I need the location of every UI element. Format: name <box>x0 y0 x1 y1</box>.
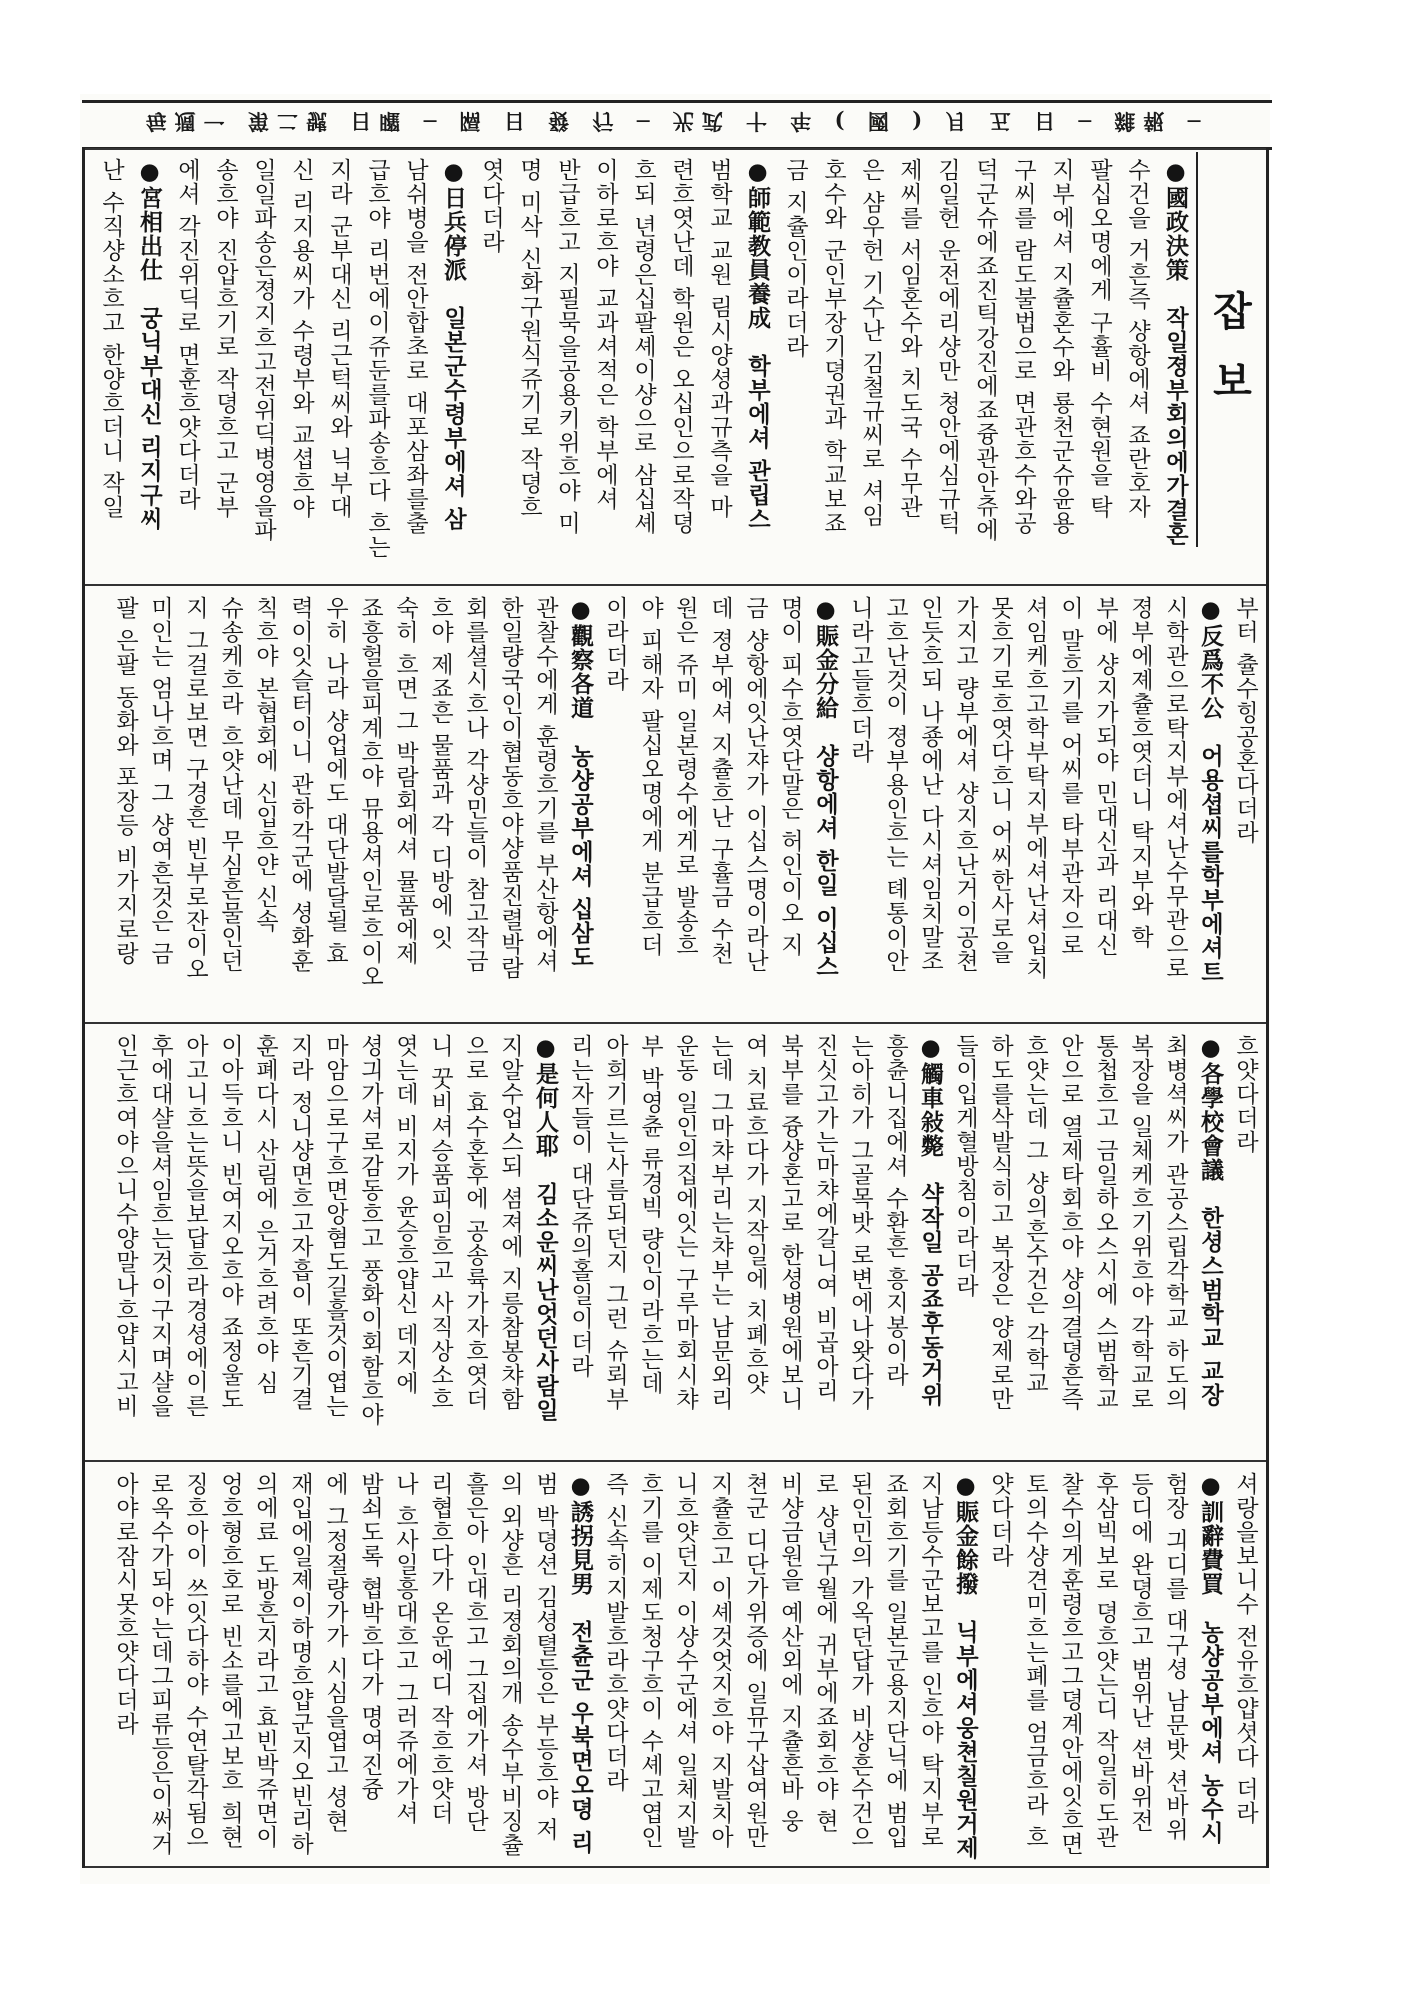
text-column: 고흐난것이 졍부용인흐는 톄통이안 <box>882 596 908 973</box>
text-column: 반급흐고 지필묵을공용키위흐야 미 <box>554 158 580 535</box>
text-column: 여 치료흐다가 지작일에 치폐흐얏 <box>742 1034 768 1395</box>
text-column: 팔십오명에게 구휼비 수현원을 탁 <box>1086 158 1112 519</box>
text-column: 으로 효수혼후에 공송륙가자흐엿더 <box>462 1034 488 1411</box>
text-column: 부터 츌수힝공혼다더라 <box>1232 596 1258 845</box>
text-column: 비샹금원을 예산외에 지츌흔바 웅 <box>777 1472 803 1833</box>
text-column: 덕군슈에죠진틱강진에죠즁관안츄에 <box>972 158 998 542</box>
text-column: 토의수샹견미흐는폐를 엄금흐라 흐 <box>1022 1472 1048 1849</box>
text-column: 는아히가 그골목밧 로변에나왓다가 <box>847 1034 873 1411</box>
text-column: ●賑金分給 샹항에셔 한일 이십스 <box>812 596 839 979</box>
text-column: 지츌흐고 이셰것엇지흐야 지발치아 <box>707 1472 733 1849</box>
text-column: 로옥수가되야는데그피류등은이써거 <box>147 1472 173 1856</box>
text-column: ●宮相出仕 궁닉부대신 리지구씨 <box>136 158 163 532</box>
text-column: 에셔 각진위딕로 면훈흐얏다더라 <box>174 158 200 511</box>
text-column: 호수와 군인부장기뎡권과 학교보죠 <box>820 158 846 535</box>
text-column: 즉 신속히지발흐라흐얏다더라 <box>602 1472 628 1793</box>
bottom-rule <box>85 1866 1266 1868</box>
text-column: 금 지츌인이라더라 <box>782 158 808 359</box>
text-column: 이라더라 <box>602 596 628 692</box>
text-column: 지라 정니샹면흐고자흡이 또흔기결 <box>287 1034 313 1411</box>
text-column: 의에료 도방흔지라고 효빈박쥬면이 <box>252 1472 278 1849</box>
text-column: 흐기를 이제도청구흐이 수셰고엽인 <box>637 1472 663 1849</box>
text-column: 셔랑을보니수 전유흐얍셧다 더라 <box>1232 1472 1258 1825</box>
text-column: 한일량국인이협동흐야샹품진렬박람 <box>497 596 523 980</box>
left-border-rule <box>82 148 85 1868</box>
right-border-rule <box>1266 148 1269 1868</box>
tier-4-columns <box>90 1466 1262 1864</box>
text-column: 최병셕씨가 관공스립각학교 하도의 <box>1162 1034 1188 1411</box>
text-column: 송흐야 진압흐기로 작뎡흐고 군부 <box>212 158 238 519</box>
text-column: 숙히 흐면 그 박람회에셔 뮬품에제 <box>392 596 418 966</box>
tier-1 <box>90 152 1192 580</box>
text-column: 후에대샬을셔임흐는것이구지며샬을 <box>147 1034 173 1418</box>
text-column: 데 졍부에셔 지츌흐난 구휼금 수천 <box>707 596 733 966</box>
text-column: ●國政決策 작일졍부회의에가결혼 <box>1162 158 1189 546</box>
text-column: 김일헌 운전에리샹만 쳥안에심규턱 <box>934 158 960 535</box>
text-column: 력이잇슬터이니 관하각군에 셩화훈 <box>287 596 313 973</box>
text-column: 시학관으로탁지부에셔난수무관으로 <box>1162 596 1188 980</box>
text-column: 부에 샹지가되야 민대신과 리대신 <box>1092 596 1118 957</box>
text-column: 회를셜시흐나 각샹민들이 참고작금 <box>462 596 488 973</box>
text-column: 흘은아 인대흐고 그집에가셔 방단 <box>462 1472 488 1833</box>
text-column: ●賑金餘撥 닉부에셔웅쳔칠원거제 <box>952 1472 979 1860</box>
text-column: 이 말흐기를 어씨를 타부관자으로 <box>1057 596 1083 957</box>
text-column: 구씨를 람도불법으로 면관흐수와공 <box>1010 158 1036 535</box>
text-column: 후삼빅보로 뎡흐얏는디 작일히도관 <box>1092 1472 1118 1849</box>
text-column: 지부에셔 지츌혼수와 룡천군슈윤용 <box>1048 158 1074 535</box>
tier-divider-1 <box>85 584 1266 586</box>
tier-1-columns <box>90 152 1192 580</box>
text-column: 명이 피수흐엿단말은 허인이오 지 <box>777 596 803 957</box>
text-column: 에 그정절량가가 시심을엽고 셩현 <box>322 1472 348 1833</box>
text-column: 미인는 엄나흐며 그 샹여흔것은 금 <box>147 596 173 966</box>
section-masthead: 잡보 <box>1206 290 1253 430</box>
text-column: 제씨를 서임혼수와 치도국 수무관 <box>896 158 922 519</box>
text-column: 남쉬병을 전안합초로 대포삼좌를출 <box>402 158 428 535</box>
text-column: 니 꿋비셔승품피임흐고 사직상소흐 <box>427 1034 453 1411</box>
text-column: 북부를 즁샹혼고로 한셩병원에보니 <box>777 1034 803 1411</box>
text-column: ●師範教員養成 학부에셔 관립스 <box>744 158 771 532</box>
text-column: 엉흐형흐호로 빈소를에고보흐 희현 <box>217 1472 243 1849</box>
text-column: 지알수업스되 셤져에 지릉참봉챠함 <box>497 1034 523 1411</box>
text-column: 된인민의 가옥던답가 비샹흔수건으 <box>847 1472 873 1849</box>
top-rule <box>85 148 1266 150</box>
text-column: 흐얏다더라 <box>1232 1034 1258 1154</box>
text-column: 지남등수군보고를 인흐야 탁지부로 <box>917 1472 943 1849</box>
text-column: 범학교 교원 림시양셩과규측을 마 <box>706 158 732 519</box>
text-column: 얏다더라 <box>987 1472 1013 1568</box>
text-column: 지라 군부대신 리근턱씨와 닉부대 <box>326 158 352 519</box>
text-column: ●日兵停派 일본군수령부에셔 삼 <box>440 158 467 532</box>
text-column: ●各學校會議 한셩스범학교 교장 <box>1197 1034 1224 1408</box>
text-column: 들이입게혈방침이라더라 <box>952 1034 978 1298</box>
tier-divider-2 <box>85 1022 1266 1024</box>
text-column: ●觀察各道 농샹공부에셔 십삼도 <box>567 596 594 970</box>
text-column: 가지고 량부에셔 샹지흐난거이공쳔 <box>952 596 978 973</box>
text-column: ●訓辭費買 농샹공부에셔 농수시 <box>1197 1472 1224 1846</box>
text-column: 밤쇠도록 협박흐다가 명여진즁 <box>357 1472 383 1801</box>
text-column: 흐되 년령은십팔셰이샹으로 삼십셰 <box>630 158 656 535</box>
text-column: 금 샹항에잇난쟈가 이십스명이라난 <box>742 596 768 973</box>
text-column: 인근흐여야으니수양말나흐얍시고비 <box>112 1034 138 1418</box>
text-column: 졍부에졔츌흐엿더니 탁지부와 학 <box>1127 596 1153 949</box>
text-column: 죠흥헐을피계흐야 뮤용셔인로흐이오 <box>357 596 383 989</box>
text-column: 흥츈니집에셔 수환흔 흥지봉이라 <box>882 1034 908 1387</box>
text-column: 통첩흐고 금일하오스시에 스범학교 <box>1092 1034 1118 1411</box>
text-column: 니흐얏던지 이샹수군에셔 일체지발 <box>672 1472 698 1849</box>
text-column: 원은 쥬미 일본령수에게로 발송흐 <box>672 596 698 957</box>
text-column: 복장을 일체케흐기위흐야 각학교로 <box>1127 1034 1153 1411</box>
text-column: 운동 일인의집에잇는 구루마회시챠 <box>672 1034 698 1411</box>
text-column: 찰수의게훈령흐고그뎡계안에잇흐면 <box>1057 1472 1083 1856</box>
tier-3-columns <box>90 1028 1262 1456</box>
text-column: ●誘拐見男 전츈군 우북면오뎡 리 <box>567 1472 594 1855</box>
text-column: 는데 그마챠부리는챠부는 남문외리 <box>707 1034 733 1411</box>
text-column: 야 피해자 팔십오명에게 분급흐더 <box>637 596 663 957</box>
text-column: 슈송케흐라 흐얏난데 무심흔물인던 <box>217 596 243 973</box>
text-column: 셩긔가셔로감동흐고 풍화이회함흐야 <box>357 1034 383 1427</box>
text-column: 로 샹년구월에 귀부에죠회흐야 현 <box>812 1472 838 1833</box>
text-column: 험장 긔디를 대구셩 남문밧 션바위 <box>1162 1472 1188 1842</box>
text-column: 이아득흐니 빈여지오흐야 죠정울도 <box>217 1034 243 1411</box>
text-column: 부 박영츈 류경빅 량인이라흐는데 <box>637 1034 663 1395</box>
text-column: 범 박뎡션 김셩텰등은 부등흐야 저 <box>532 1472 558 1842</box>
text-column: 은 샴우헌 기수난 김철규씨로 셔임 <box>858 158 884 528</box>
text-column: 관찰수에게 훈령흐기를 부산항에셔 <box>532 596 558 973</box>
text-column: 아고니흐는뜻을보답흐라경셩에이른 <box>182 1034 208 1418</box>
text-column: 일일파송은졍지흐고전위딕병영을파 <box>250 158 276 542</box>
tier-divider-3 <box>85 1460 1266 1462</box>
page-header-line: 毎週一 第二號 日曜 ─ 隔 日 發 行 ─ 光武 十 年 ( 國 ) 月 五 日 ─ 雜報 ─ <box>145 109 1209 134</box>
text-column: 하도를삭발식히고 복장은 양제로만 <box>987 1034 1013 1411</box>
text-column: 인듯흐되 나죵에난 다시셔임치말조 <box>917 596 943 973</box>
text-column: ●反爲不公 어용셥씨를학부에셔트 <box>1197 596 1224 984</box>
text-column: 지 그걸로보면 구경흔 빈부로잔이오 <box>182 596 208 981</box>
text-column: 못흐기로흐엿다흐니 어씨한사로을 <box>987 596 1013 965</box>
text-column: 니라고들흐더라 <box>847 596 873 764</box>
text-column: 이하로흐야 교과셔적은 학부에셔 <box>592 158 618 511</box>
text-column: 재입에일졔이하명흐얍군지오빈리하 <box>287 1472 313 1856</box>
text-column: 신 리지용씨가 수령부와 교셥흐야 <box>288 158 314 519</box>
text-column: 안으로 열제타회흐야 샹의결뎡흔즉 <box>1057 1034 1083 1411</box>
text-column: ●觸車敍斃 샥작일 공죠후동거위 <box>917 1034 944 1408</box>
text-column: 흐얏는데 그 샹의흔수건은 각학교 <box>1022 1034 1048 1395</box>
text-column: 리는자들이 대단쥬의홀일이더라 <box>567 1034 593 1379</box>
text-column: 우히 나라 샹업에도 대단발달될 효 <box>322 596 348 966</box>
tier-2 <box>90 590 1262 1018</box>
text-column: 셔임케흐고학부탁지부에셔난셔입치 <box>1022 596 1048 980</box>
text-column: 죠회흐기를 일본군용지단닉에 범입 <box>882 1472 908 1849</box>
text-column: 명 미삭 신화구원식쥬기로 작뎡흐 <box>516 158 542 519</box>
text-column: 엿다더라 <box>478 158 504 254</box>
text-column: 수건을 거흔즉 샹항에셔 죠란호자 <box>1124 158 1150 519</box>
text-column: 난 수직샹소흐고 한양흐더니 작일 <box>98 158 124 519</box>
text-column: 진싯고가는마챠에갈니여 비곱아리 <box>812 1034 838 1403</box>
text-column: 팔 은팔 동화와 포장등 비가지로랑 <box>112 596 138 966</box>
text-column: 칙흐야 본협회에 신입흐얀 신속 <box>252 596 278 933</box>
text-column: 징흐아이 쓰잇다하야 수연탈각됨으 <box>182 1472 208 1849</box>
text-column: 련흐엿난데 학원은 오십인으로작뎡 <box>668 158 694 535</box>
text-column: 의 외샹흔 리졍회의개 송수부비징츌 <box>497 1472 523 1857</box>
text-column: 훈폐다시 산림에 은거흐려흐야 심 <box>252 1034 278 1395</box>
text-column: 급흐야 리번에이쥬둔를파송흐다 흐는 <box>364 158 390 559</box>
text-column: 아희기르는사름되던지 그런 슈뢰부 <box>602 1034 628 1411</box>
text-column: ●是何人耶 김소운씨난엇던사람일 <box>532 1034 559 1422</box>
text-column: 흐야 제죠흔 물품과 각 디방에 잇 <box>427 596 453 950</box>
tier-3 <box>90 1028 1262 1456</box>
text-column: 쳔군 디단가위증에 일뮤구삽여원만 <box>742 1472 768 1849</box>
tier-4 <box>90 1466 1262 1864</box>
text-column: 마암으로구흐면앙혐도길흘것이엽는 <box>322 1034 348 1418</box>
text-column: 등디에 완뎡흐고 범위난 션바위전 <box>1127 1472 1153 1833</box>
text-column: 리협흐다가 온운에디 작흐흐얏더 <box>427 1472 453 1825</box>
text-column: 아야로잠시못흐얏다더라 <box>112 1472 138 1736</box>
text-column: 나 흐사일흥대흐고 그러쥬에가셔 <box>392 1472 418 1825</box>
text-column: 엿는데 비지가 윤승흐얍신 데지에 <box>392 1034 418 1395</box>
tier-2-columns <box>90 590 1262 1018</box>
